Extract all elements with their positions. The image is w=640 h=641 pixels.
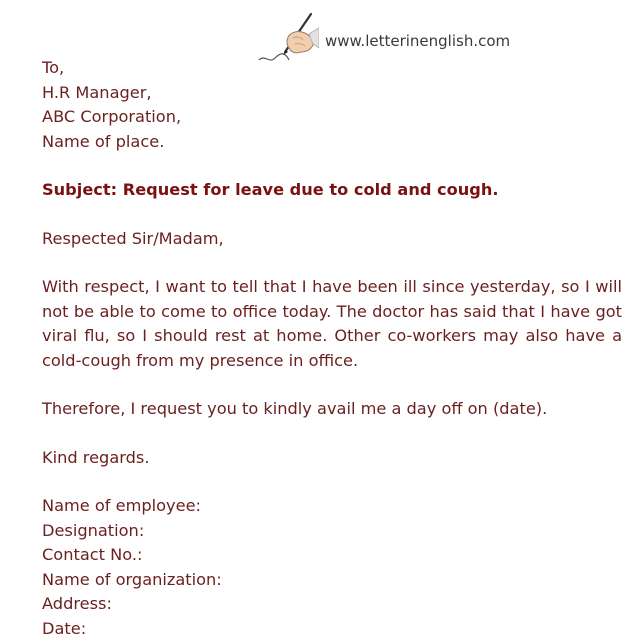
subject-line: Subject: Request for leave due to cold and cough.: [42, 178, 622, 203]
field-organization: Name of organization:: [42, 568, 622, 593]
recipient-company: ABC Corporation,: [42, 105, 622, 130]
to-line: To,: [42, 56, 622, 81]
field-contact: Contact No.:: [42, 543, 622, 568]
site-url: www.letterinenglish.com: [325, 32, 510, 50]
closing: Kind regards.: [42, 446, 622, 471]
recipient-block: [42, 56, 622, 154]
field-address: Address:: [42, 592, 622, 617]
recipient-title: H.R Manager,: [42, 81, 622, 106]
field-employee-name: Name of employee:: [42, 494, 622, 519]
field-designation: Designation:: [42, 519, 622, 544]
signature-block: [42, 494, 622, 641]
letter: [42, 56, 622, 641]
recipient-place: Name of place.: [42, 130, 622, 155]
field-date: Date:: [42, 617, 622, 641]
body-paragraph: With respect, I want to tell that I have been ill since yesterday, so I will not be able to come to office today. The doctor has said that I have got viral flu, so I should rest at home. Other co-workers may also have a cold-cough from my presence in office.: [42, 275, 622, 373]
salutation: Respected Sir/Madam,: [42, 227, 622, 252]
request-paragraph: Therefore, I request you to kindly avail me a day off on (date).: [42, 397, 622, 422]
